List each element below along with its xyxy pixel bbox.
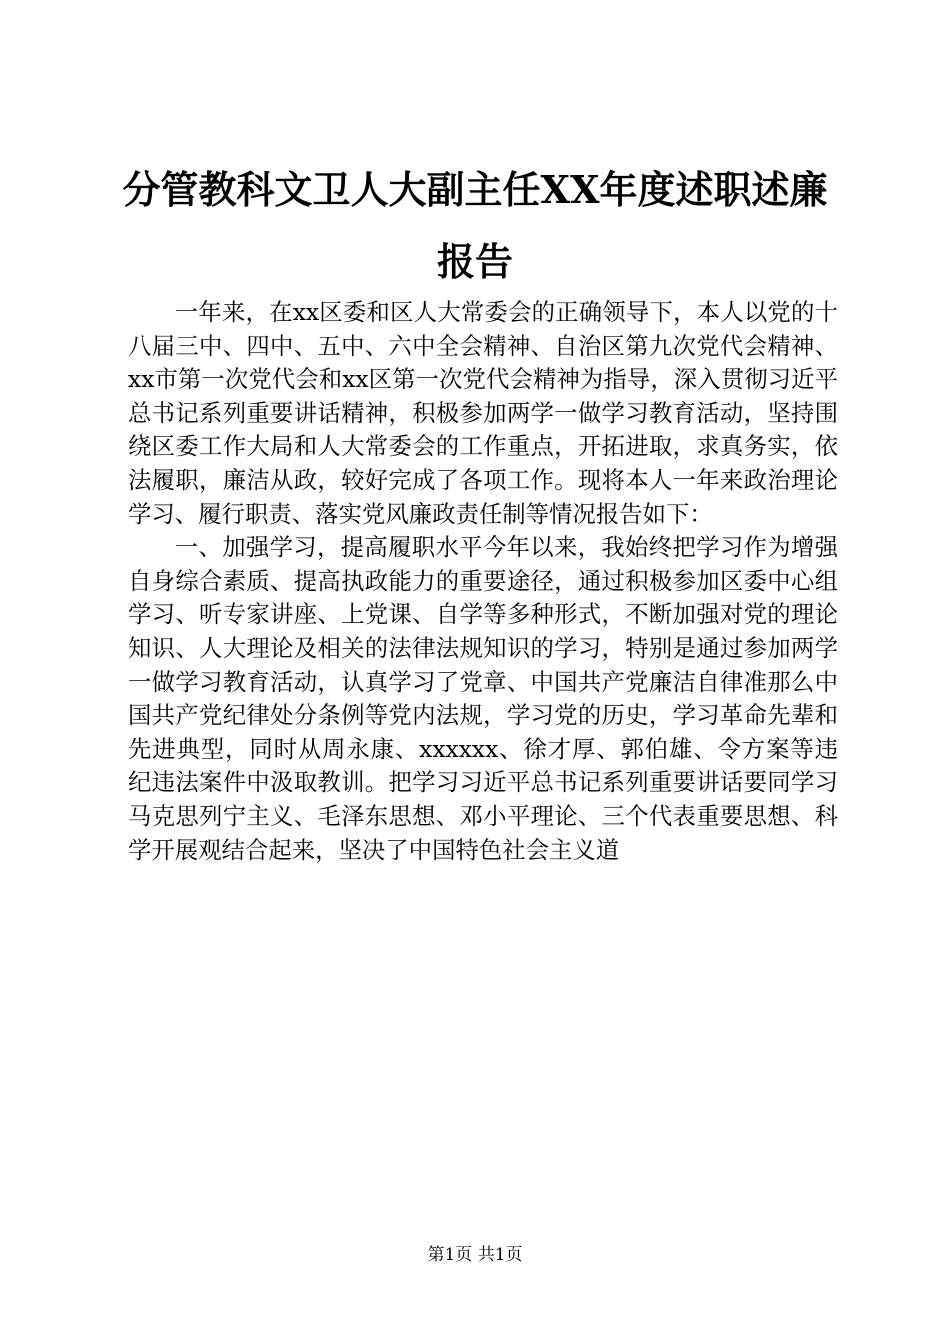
page-footer: 第1页 共1页 — [427, 1245, 523, 1265]
body-paragraph: 一年来，在xx区委和区人大常委会的正确领导下，本人以党的十八届三中、四中、五中、六中全会精神、自治区第九次党代会精神、xx市第一次党代会和xx区第一次党代会精神为指导，深入贯彻习近平总书记系列重要讲话精神，积极参加两学一做学习教育活动，坚持围绕区委工作大局和人大常委会的工作重点，开拓进取，求真务实，依法履职，廉洁从政，较好完成了各项工作。现将本人一年来政治理论学习、履行职责、落实党风廉政责任制等情况报告如下： — [128, 298, 838, 528]
document-title: 分管教科文卫人大副主任XX年度述职述廉报告 — [122, 167, 828, 284]
body-paragraph: 一、加强学习，提高履职水平今年以来，我始终把学习作为增强自身综合素质、提高执政能力的重要途径，通过积极参加区委中心组学习、听专家讲座、上党课、自学等多种形式，不断加强对党的理论知识、人大理论及相关的法律法规知识的学习，特别是通过参加两学一做学习教育活动，认真学习了党章、中国共产党廉洁自律准那么中国共产党纪律处分条例等党内法规，学习党的历史，学习革命先辈和先进典型，同时从周永康、xxxxxx、徐才厚、郭伯雄、令方案等违纪违法案件中汲取教训。把学习习近平总书记系列重要讲话要同学习马克思列宁主义、毛泽东思想、邓小平理论、三个代表重要思想、科学开展观结合起来，坚决了中国特色社会主义道 — [128, 533, 838, 864]
document-body — [128, 296, 838, 867]
